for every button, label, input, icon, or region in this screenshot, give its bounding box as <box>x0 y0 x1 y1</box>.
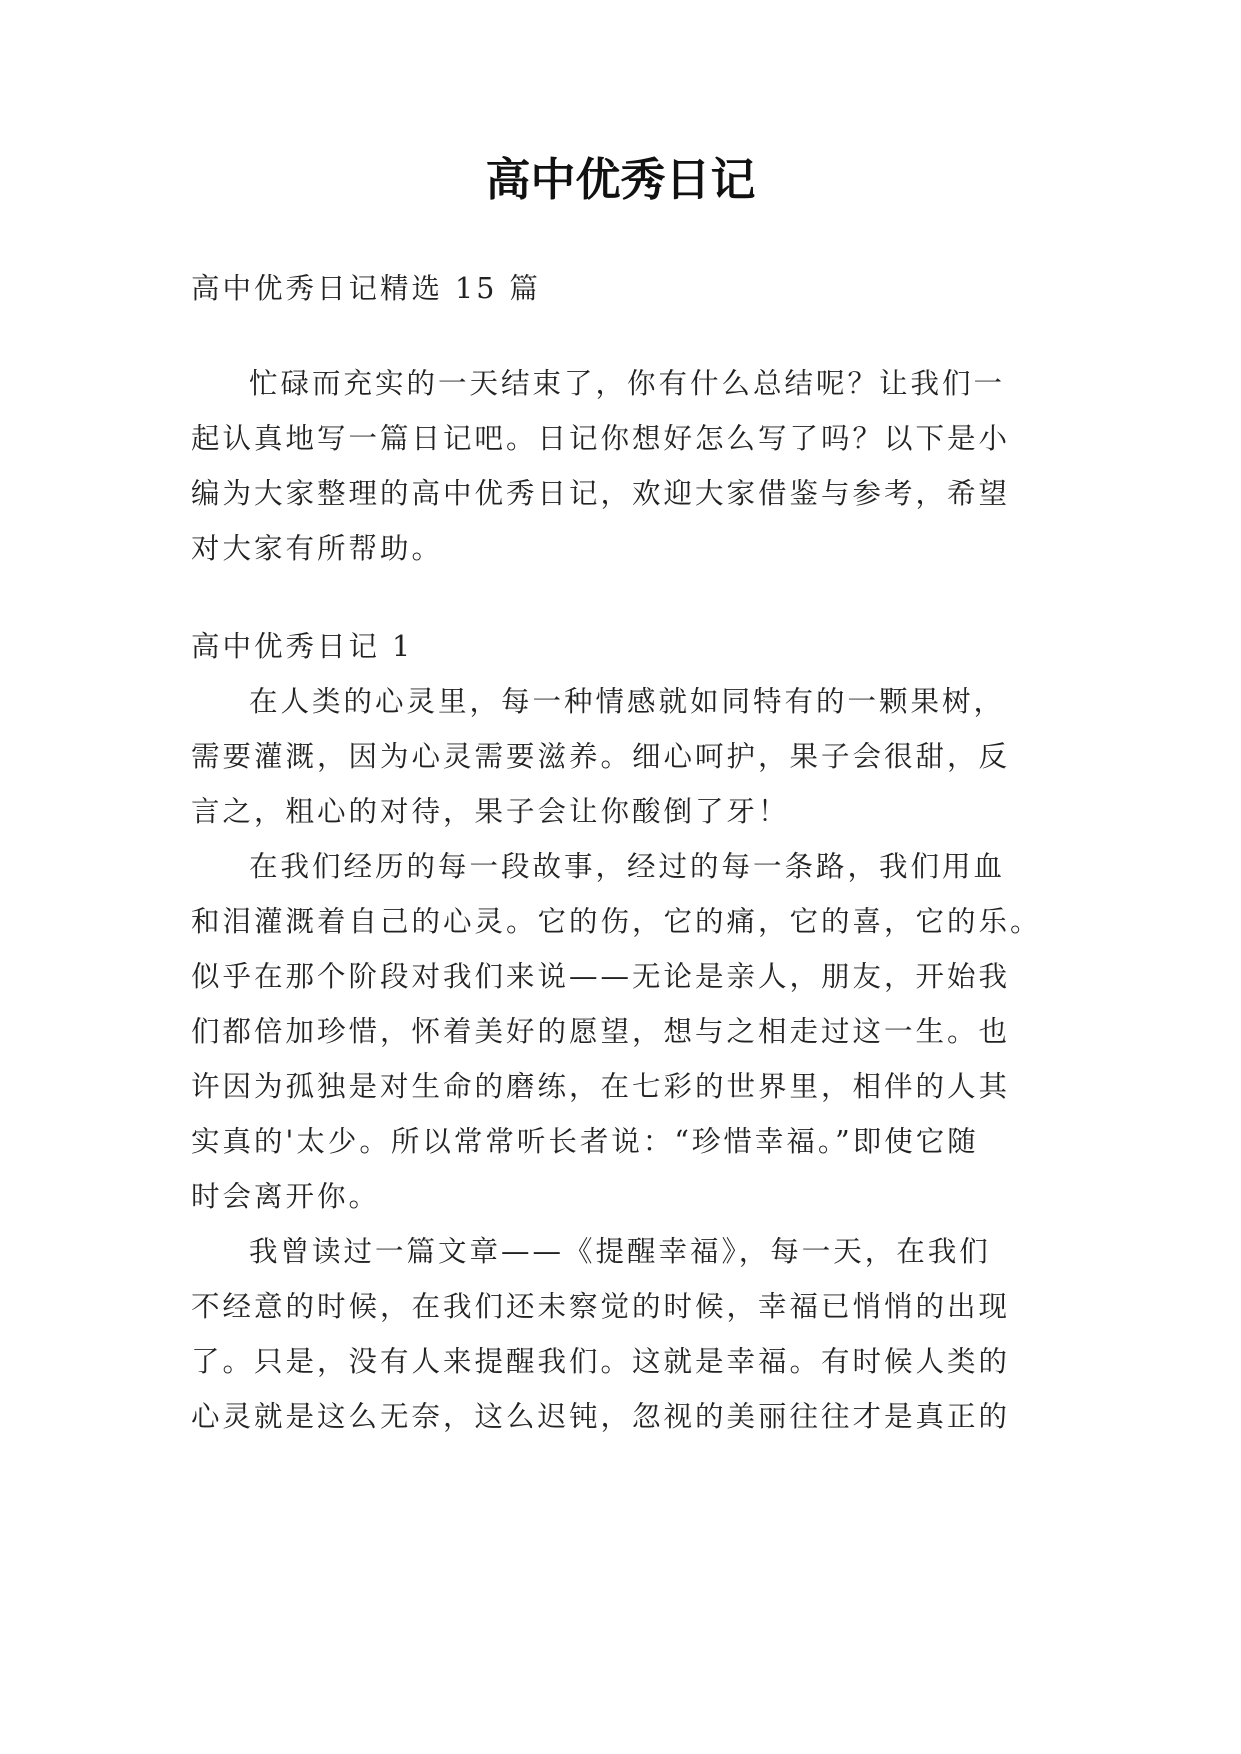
intro-line-2: 起认真地写一篇日记吧。日记你想好怎么写了吗？以下是小 <box>191 422 1011 455</box>
paragraph2-line-2: 和泪灌溉着自己的心灵。它的伤，它的痛，它的喜，它的乐。 <box>191 905 1042 938</box>
intro-line-1: 忙碌而充实的一天结束了，你有什么总结呢？让我们一 <box>249 367 1006 400</box>
intro-line-4: 对大家有所帮助。 <box>191 532 444 565</box>
paragraph2-line-1: 在我们经历的每一段故事，经过的每一条路，我们用血 <box>249 850 1006 883</box>
paragraph2-line-7: 时会离开你。 <box>191 1180 381 1213</box>
section-heading: 高中优秀日记 1 <box>191 630 414 663</box>
paragraph1-line-3: 言之，粗心的对待，果子会让你酸倒了牙！ <box>191 795 790 828</box>
paragraph2-line-6: 实真的'太少。所以常常听长者说：“珍惜幸福。”即使它随 <box>191 1125 979 1158</box>
paragraph2-line-3: 似乎在那个阶段对我们来说——无论是亲人，朋友，开始我 <box>191 960 1011 993</box>
paragraph2-line-4: 们都倍加珍惜，怀着美好的愿望，想与之相走过这一生。也 <box>191 1015 1011 1048</box>
document-title: 高中优秀日记 <box>485 153 756 206</box>
paragraph1-line-1: 在人类的心灵里，每一种情感就如同特有的一颗果树， <box>249 685 1006 718</box>
paragraph3-line-3: 了。只是，没有人来提醒我们。这就是幸福。有时候人类的 <box>191 1345 1011 1378</box>
paragraph3-line-1: 我曾读过一篇文章——《提醒幸福》，每一天，在我们 <box>249 1235 991 1268</box>
paragraph1-line-2: 需要灌溉，因为心灵需要滋养。细心呵护，果子会很甜，反 <box>191 740 1011 773</box>
paragraph2-line-5: 许因为孤独是对生命的磨练，在七彩的世界里，相伴的人其 <box>191 1070 1011 1103</box>
paragraph3-line-2: 不经意的时候，在我们还未察觉的时候，幸福已悄悄的出现 <box>191 1290 1011 1323</box>
document-subtitle: 高中优秀日记精选 15 篇 <box>191 272 541 305</box>
intro-line-3: 编为大家整理的高中优秀日记，欢迎大家借鉴与参考，希望 <box>191 477 1011 510</box>
paragraph3-line-4: 心灵就是这么无奈，这么迟钝，忽视的美丽往往才是真正的 <box>191 1400 1011 1433</box>
